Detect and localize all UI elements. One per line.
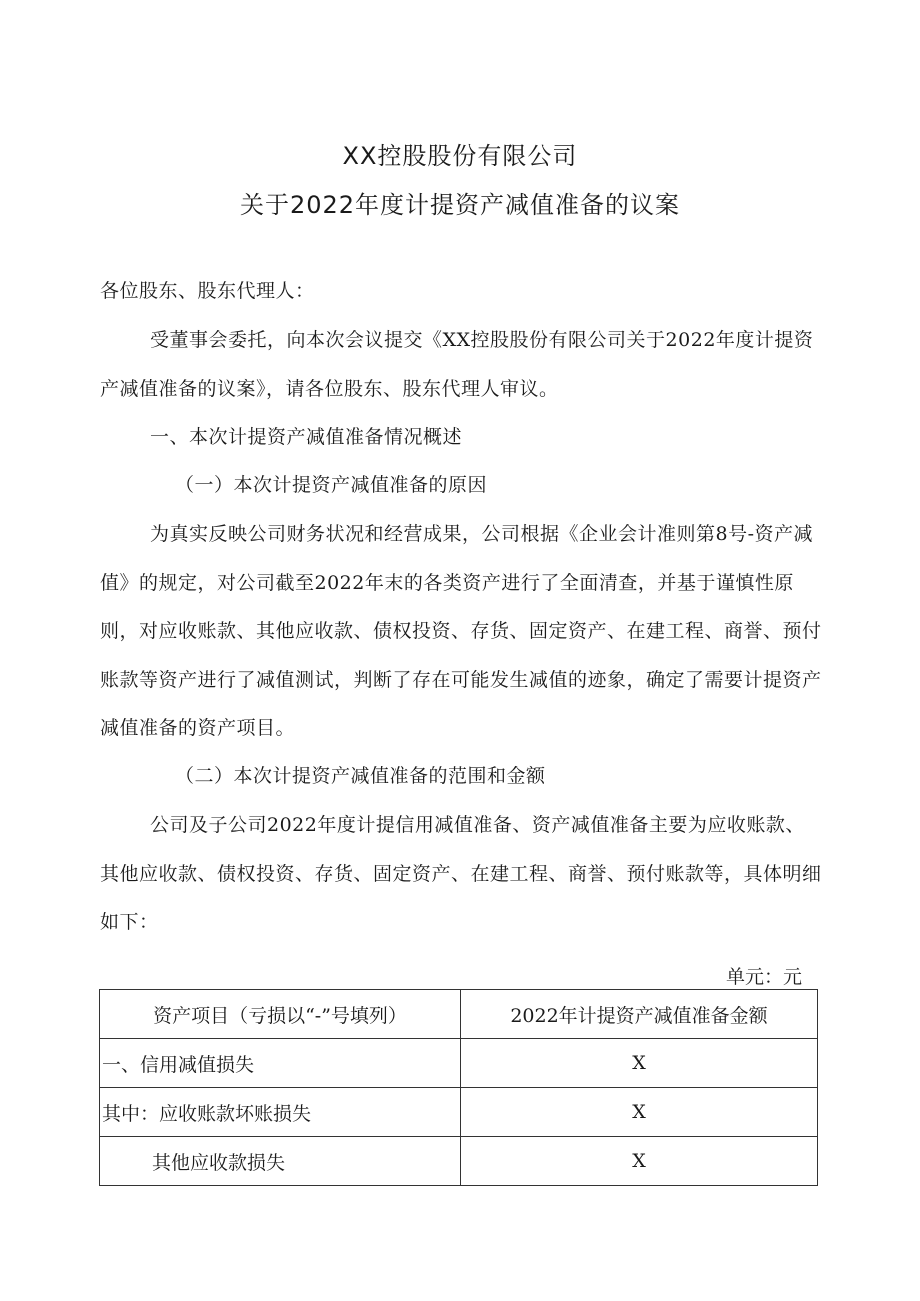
salutation: 各位股东、股东代理人： bbox=[100, 280, 315, 302]
row-item: 一、信用减值损失 bbox=[100, 1039, 461, 1088]
impairment-detail-table bbox=[99, 989, 818, 1186]
table-row bbox=[100, 1039, 818, 1088]
row-item: 其他应收款损失 bbox=[100, 1137, 461, 1186]
table-row bbox=[100, 1137, 818, 1186]
intro-paragraph: 受董事会委托，向本次会议提交《XX控股股份有限公司关于2022年度计提资产减值准备的议案》，请各位股东、股东代理人审议。 bbox=[100, 329, 814, 400]
unit-label: 单元：元 bbox=[725, 966, 802, 988]
subsection-heading-scope: （二）本次计提资产减值准备的范围和金额 bbox=[175, 765, 546, 787]
reason-paragraph: 为真实反映公司财务状况和经营成果，公司根据《企业会计准则第8号-资产减值》的规定，对公司截至2022年末的各类资产进行了全面清查，并基于谨慎性原则，对应收账款、其他应收款、债权投资、存货、固定资产、在建工程、商誉、预付账款等资产进行了减值测试，判断了存在可能发生减值的迹象，确定了需要计提资产减值准备的资产项目。 bbox=[100, 523, 822, 739]
scope-paragraph: 公司及子公司2022年度计提信用减值准备、资产减值准备主要为应收账款、其他应收款、债权投资、存货、固定资产、在建工程、商誉、预付账款等，具体明细如下： bbox=[100, 814, 822, 933]
subsection-heading-reason: （一）本次计提资产减值准备的原因 bbox=[175, 474, 488, 496]
row-amount: X bbox=[461, 1039, 818, 1088]
company-title: XX控股股份有限公司 bbox=[342, 142, 578, 170]
row-item: 其中：应收账款坏账损失 bbox=[100, 1088, 461, 1137]
table-row bbox=[100, 1088, 818, 1137]
table-header-row bbox=[100, 990, 818, 1039]
section-heading-overview: 一、本次计提资产减值准备情况概述 bbox=[150, 426, 463, 448]
header-amount: 2022年计提资产减值准备金额 bbox=[461, 990, 818, 1039]
motion-title: 关于2022年度计提资产减值准备的议案 bbox=[239, 191, 681, 219]
header-asset-item: 资产项目（亏损以“-”号填列） bbox=[100, 990, 461, 1039]
row-amount: X bbox=[461, 1088, 818, 1137]
row-amount: X bbox=[461, 1137, 818, 1186]
